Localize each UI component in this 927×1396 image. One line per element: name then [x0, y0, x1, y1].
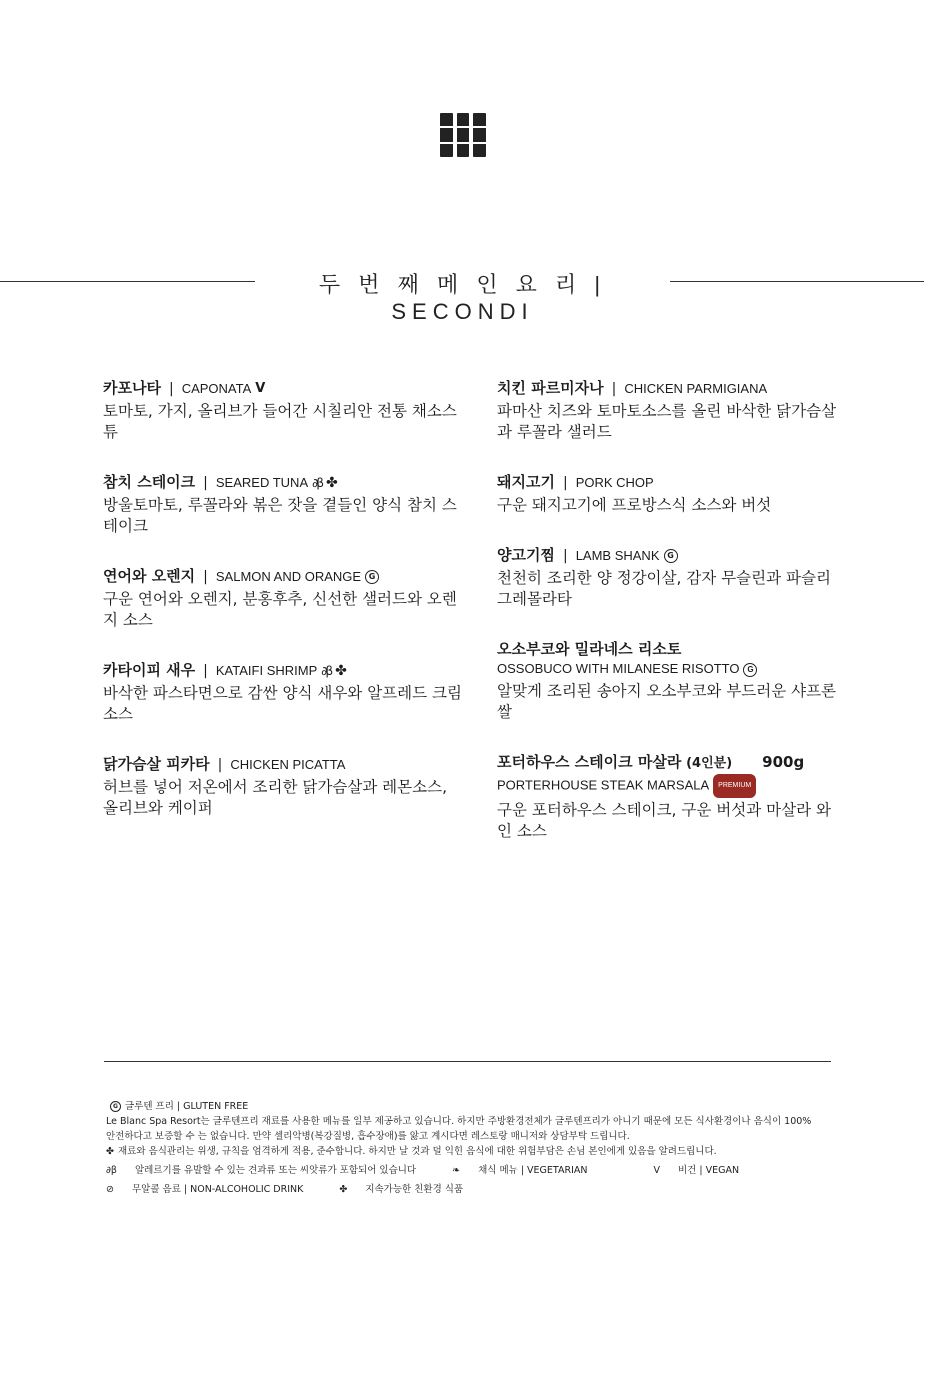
dish-description: 토마토, 가지, 올리브가 들어간 시칠리안 전통 채소스튜 — [103, 402, 457, 441]
icon-legend — [106, 1163, 826, 1178]
allergen-icon: ∂β — [321, 663, 332, 678]
menu-item: 치킨 파르미자나 | CHICKEN PARMIGIANA 파마산 치즈와 토마토소스를 올린 바삭한 닭가슴살과 루꼴라 샐러드 — [497, 379, 837, 441]
dish-name-en: LAMB SHANK — [575, 548, 660, 563]
dish-name-ko: 포터하우스 스테이크 마살라 — [497, 753, 682, 771]
icon-legend-2 — [106, 1182, 826, 1197]
dish-name-ko: 돼지고기 — [497, 473, 555, 491]
dish-name-en: PORK CHOP — [575, 475, 654, 490]
dish-name-ko: 양고기찜 — [497, 546, 555, 564]
menu-column-right — [497, 378, 837, 842]
gluten-free-icon: G — [110, 1101, 121, 1112]
dish-description: 구운 연어와 오렌지, 분홍후추, 신선한 샐러드와 오렌지 소스 — [103, 590, 457, 629]
section-title-row — [0, 268, 927, 324]
dish-description: 구운 돼지고기에 프로방스식 소스와 버섯 — [497, 496, 772, 514]
non-alcoholic-legend: 무알콜 음료 | NON-ALCOHOLIC DRINK — [131, 1184, 304, 1195]
gluten-free-icon: G — [664, 549, 678, 563]
gluten-free-title: 글루텐 프리 | GLUTEN FREE — [125, 1101, 249, 1112]
dish-name-en: PORTERHOUSE STEAK MARSALA — [497, 777, 710, 793]
allergen-icon: ∂β — [312, 475, 322, 490]
dish-name-ko: 닭가슴살 피카타 — [103, 755, 210, 773]
menu-item: 카타이피 새우 | KATAIFI SHRIMP ∂β ✤ 바삭한 파스타면으로 감싼 양식 새우와 알프레드 크림소스 — [103, 661, 462, 723]
dish-description: 구운 포터하우스 스테이크, 구운 버섯과 마살라 와인 소스 — [497, 801, 831, 840]
dish-name-en: CHICKEN PICATTA — [230, 757, 346, 772]
dish-name-ko: 참치 스테이크 — [103, 473, 196, 491]
dish-name-en: SALMON AND ORANGE — [215, 569, 362, 584]
gluten-free-note-2: 안전하다고 보증할 수 는 없습니다. 만약 셀리악병(복강질병, 흡수장애)를 앓고 계시다면 레스토랑 매니저와 상담부탁 드립니다. — [106, 1131, 630, 1142]
dish-name-ko: 카타이피 새우 — [103, 661, 196, 679]
dish-name-ko: 연어와 오렌지 — [103, 567, 196, 585]
gluten-free-icon: G — [365, 570, 379, 584]
hygiene-note: 재료와 음식관리는 위생, 규칙을 엄격하게 적용, 준수합니다. 하지만 날 것과 덜 익힌 음식에 대한 위험부담은 손님 본인에게 있음을 알려드립니다. — [117, 1146, 717, 1157]
portion-size: (4인분) — [686, 756, 733, 771]
dish-description: 파마산 치즈와 토마토소스를 올린 바삭한 닭가슴살과 루꼴라 샐러드 — [497, 402, 837, 441]
vegetarian-icon: ❧ — [452, 1165, 461, 1176]
allergen-icon: ∂β — [106, 1165, 117, 1176]
dish-name-ko: 카포나타 — [103, 379, 161, 397]
dish-name-en: OSSOBUCO WITH MILANESE RISOTTO — [497, 661, 740, 676]
dish-weight: 900g — [762, 753, 805, 771]
menu-item: 양고기찜 | LAMB SHANK G 천천히 조리한 양 정강이살, 감자 무슬린과 파슬리 그레몰라타 — [497, 545, 837, 610]
menu-column-left — [103, 378, 463, 819]
dish-description: 방울토마토, 루꼴라와 볶은 잣을 곁들인 양식 참치 스테이크 — [103, 496, 457, 535]
flower-icon: ✤ — [106, 1146, 114, 1157]
dish-name-en: CHICKEN PARMIGIANA — [624, 381, 768, 396]
menu-item-ossobuco — [497, 639, 837, 723]
sustainable-legend: 지속가능한 친환경 식품 — [365, 1184, 464, 1195]
dish-name-ko: 오소부코와 밀라네스 리소토 — [497, 640, 682, 658]
title-divider-left — [0, 281, 255, 282]
non-alcoholic-icon: ⊘ — [106, 1184, 114, 1195]
menu-item: 돼지고기 | PORK CHOP 구운 돼지고기에 프로방스식 소스와 버섯 — [497, 472, 837, 516]
dish-name-en: CAPONATA — [181, 381, 252, 396]
menu-item: 참치 스테이크 | SEARED TUNA ∂β ✤ 방울토마토, 루꼴라와 볶은 잣을 곁들인 양식 참치 스테이크 — [103, 472, 463, 537]
brand-logo — [440, 113, 486, 157]
footer-divider — [104, 1061, 831, 1062]
menu-item: 연어와 오렌지 | SALMON AND ORANGE G 구운 연어와 오렌지, 분홍후추, 신선한 샐러드와 오렌지 소스 — [103, 566, 463, 631]
dish-description: 허브를 넣어 저온에서 조리한 닭가슴살과 레몬소스, 올리브와 케이퍼 — [103, 778, 447, 817]
vegan-icon: V — [255, 380, 266, 396]
section-title: 두 번 째 메 인 요 리 | SECONDI — [318, 272, 607, 324]
gluten-free-icon: G — [743, 663, 757, 677]
sustainable-icon: ✤ — [339, 1184, 348, 1195]
footer-notes — [106, 1099, 826, 1197]
menu-item-porterhouse — [497, 752, 837, 842]
dish-description: 바삭한 파스타면으로 감싼 양식 새우와 알프레드 크림소스 — [103, 684, 462, 723]
title-divider-right — [670, 281, 924, 282]
dish-description: 알맞게 조리된 송아지 오소부코와 부드러운 샤프론 쌀 — [497, 682, 837, 721]
sustainable-icon: ✤ — [335, 662, 347, 679]
vegetarian-legend: 채식 메뉴 | VEGETARIAN — [478, 1165, 588, 1176]
vegan-icon: V — [653, 1165, 660, 1176]
premium-badge: PREMIUM — [713, 774, 756, 798]
allergen-legend: 알레르기를 유발할 수 있는 견과류 또는 씨앗류가 포함되어 있습니다 — [134, 1165, 417, 1176]
gluten-free-note-1: Le Blanc Spa Resort는 글루텐프리 재료를 사용한 메뉴를 일부 제공하고 있습니다. 하지만 주방환경전체가 글루텐프리가 아니기 때문에 모든 식사환경이나 음식이 100% — [106, 1116, 812, 1127]
dish-description: 천천히 조리한 양 정강이살, 감자 무슬린과 파슬리 그레몰라타 — [497, 569, 831, 608]
sustainable-icon: ✤ — [326, 474, 338, 491]
dish-name-en: KATAIFI SHRIMP — [215, 663, 318, 678]
menu-item: 카포나타 | CAPONATA V 토마토, 가지, 올리브가 들어간 시칠리안 전통 채소스튜 — [103, 378, 463, 443]
dish-name-ko: 치킨 파르미자나 — [497, 379, 604, 397]
dish-name-en: SEARED TUNA — [215, 475, 309, 490]
vegan-legend: 비건 | VEGAN — [677, 1165, 740, 1176]
menu-item: 닭가슴살 피카타 | CHICKEN PICATTA 허브를 넣어 저온에서 조리한 닭가슴살과 레몬소스, 올리브와 케이퍼 — [103, 754, 463, 819]
